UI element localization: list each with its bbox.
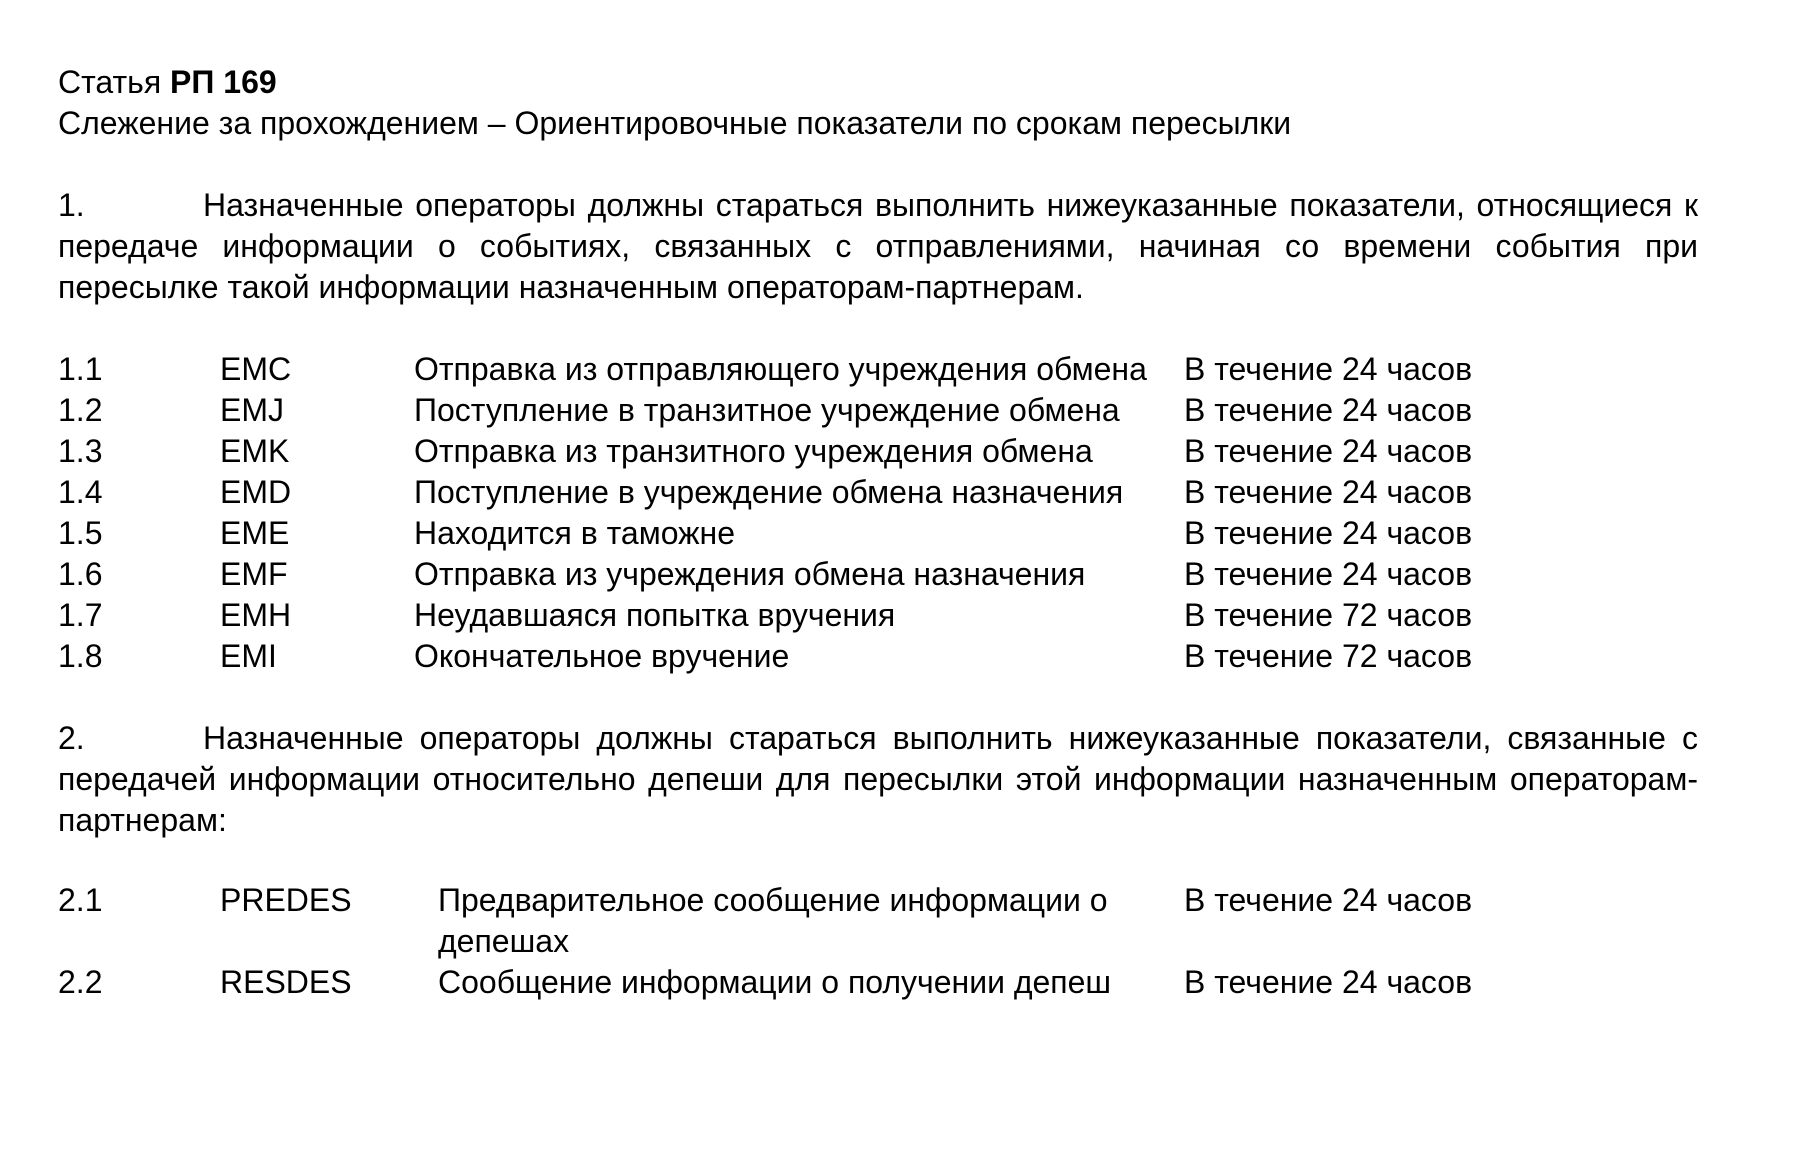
event-description: Поступление в транзитное учреждение обмена xyxy=(414,392,1120,428)
section-2-text: Назначенные операторы должны стараться выполнить нижеуказанные показатели, связанные с передачей информации относительно депеши для пересылки этой информации назначенным операторам-партнерам: xyxy=(58,720,1698,838)
row-number: 1.8 xyxy=(58,638,103,674)
time-limit: В течение 24 часов xyxy=(1184,351,1473,387)
event-description: Отправка из транзитного учреждения обмена xyxy=(414,433,1093,469)
event-description: Отправка из отправляющего учреждения обмена xyxy=(414,351,1147,387)
row-number: 2.2 xyxy=(58,964,103,1000)
table-row xyxy=(58,349,1698,390)
event-code: EMJ xyxy=(220,392,284,428)
event-code: EME xyxy=(220,515,290,551)
article-title-prefix: Статья xyxy=(58,64,162,100)
time-limit: В течение 72 часов xyxy=(1184,638,1473,674)
event-code: EMF xyxy=(220,556,288,592)
section-1-number: 1. xyxy=(58,187,85,223)
table-row xyxy=(58,595,1698,636)
table-row xyxy=(58,554,1698,595)
event-code: EMK xyxy=(220,433,290,469)
message-description: Сообщение информации о получении депеш xyxy=(438,964,1112,1000)
row-number: 1.6 xyxy=(58,556,103,592)
row-number: 1.2 xyxy=(58,392,103,428)
time-limit: В течение 24 часов xyxy=(1184,392,1473,428)
table-row xyxy=(58,880,1698,962)
document-page xyxy=(58,62,1698,1003)
row-number: 2.1 xyxy=(58,882,103,918)
table-row xyxy=(58,636,1698,677)
message-code: PREDES xyxy=(220,882,352,918)
row-number: 1.4 xyxy=(58,474,103,510)
table-row xyxy=(58,431,1698,472)
event-code: EMH xyxy=(220,597,292,633)
event-description: Находится в таможне xyxy=(414,515,735,551)
article-title xyxy=(58,62,1698,103)
time-limit: В течение 24 часов xyxy=(1184,556,1473,592)
time-limit: В течение 24 часов xyxy=(1184,474,1473,510)
event-description: Поступление в учреждение обмена назначения xyxy=(414,474,1124,510)
row-number: 1.3 xyxy=(58,433,103,469)
section-1-table xyxy=(58,349,1698,677)
message-code: RESDES xyxy=(220,964,352,1000)
row-number: 1.5 xyxy=(58,515,103,551)
section-2-paragraph xyxy=(58,718,1698,841)
time-limit: В течение 24 часов xyxy=(1184,964,1473,1000)
table-row xyxy=(58,390,1698,431)
row-number: 1.1 xyxy=(58,351,103,387)
article-title-number: РП 169 xyxy=(170,64,277,100)
message-description: Предварительное сообщение информации о депешах xyxy=(438,882,1108,959)
event-description: Неудавшаяся попытка вручения xyxy=(414,597,896,633)
time-limit: В течение 24 часов xyxy=(1184,433,1473,469)
table-row xyxy=(58,513,1698,554)
time-limit: В течение 24 часов xyxy=(1184,515,1473,551)
table-row xyxy=(58,962,1698,1003)
section-1-paragraph xyxy=(58,185,1698,308)
article-subtitle: Слежение за прохождением – Ориентировочные показатели по срокам пересылки xyxy=(58,105,1292,141)
event-description: Окончательное вручение xyxy=(414,638,790,674)
event-description: Отправка из учреждения обмена назначения xyxy=(414,556,1086,592)
time-limit: В течение 24 часов xyxy=(1184,882,1473,918)
section-1-text: Назначенные операторы должны стараться выполнить нижеуказанные показатели, относящиеся к передаче информации о событиях, связанных с отправлениями, начиная со времени события при пересылке такой информации назначенным операторам-партнерам. xyxy=(58,187,1698,305)
event-code: EMC xyxy=(220,351,292,387)
section-2-table xyxy=(58,880,1698,1003)
time-limit: В течение 72 часов xyxy=(1184,597,1473,633)
row-number: 1.7 xyxy=(58,597,103,633)
event-code: EMI xyxy=(220,638,277,674)
section-2-number: 2. xyxy=(58,720,85,756)
event-code: EMD xyxy=(220,474,292,510)
table-row xyxy=(58,472,1698,513)
